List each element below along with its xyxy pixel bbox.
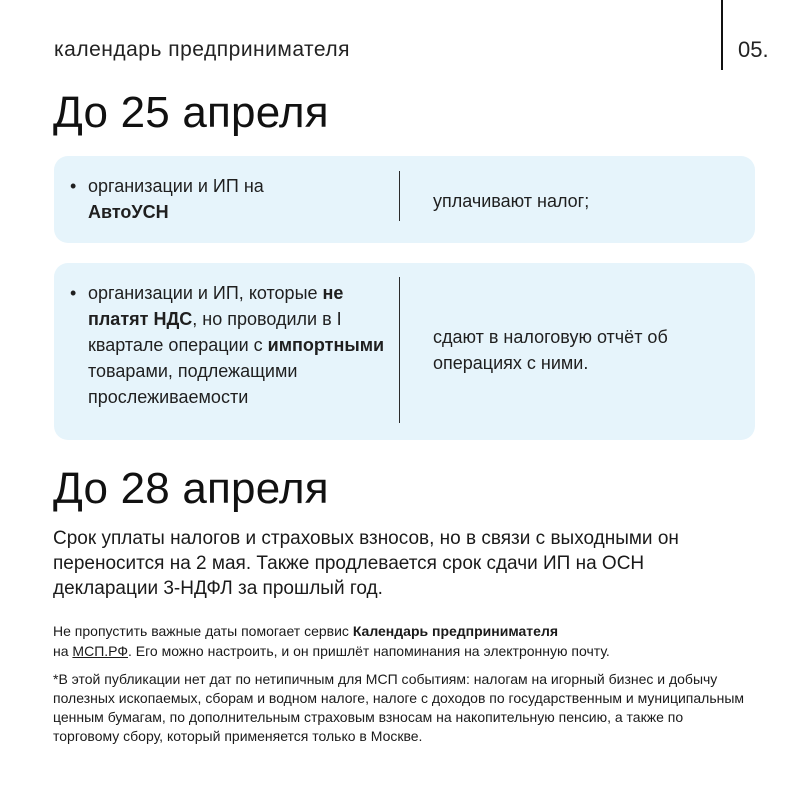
section1-heading: До 25 апреля: [53, 88, 329, 137]
footnote: *В этой публикации нет дат по нетипичным для МСП событиям: налогам на игорный бизнес и добычу полезных ископаемых, сборам и водном налоге, налоге с доходов по государственным и муниципальным ценным бумагам, по дополнительным страховым взносам на накопительную пенсию, а также по торговому сбору, который применяется только в Москве.: [53, 671, 745, 744]
card1-action: уплачивают налог;: [433, 191, 590, 211]
card1-divider: [399, 171, 400, 221]
service-note: Не пропустить важные даты помогает сервис Календарь предпринимателя на МСП.РФ. Его можно настроить, и он пришлёт напоминания на электронную почту.: [53, 623, 610, 659]
bullet-icon: •: [70, 283, 77, 303]
bullet-icon: •: [70, 176, 77, 196]
header-title: календарь предпринимателя: [54, 38, 351, 61]
card1-who: • организации и ИП на АвтоУСН: [88, 173, 388, 225]
card2-action: сдают в налоговую отчёт об операциях с ними.: [433, 327, 668, 373]
deadline-card-1: [54, 156, 755, 243]
header-divider: [721, 0, 723, 70]
section2-text: Срок уплаты налогов и страховых взносов, но в связи с выходными он переносится на 2 мая. Также продлевается срок сдачи ИП на ОСН декларации 3-НДФЛ за прошлый год.: [53, 528, 679, 599]
deadline-card-2: [54, 263, 755, 440]
page-number: 05.: [738, 37, 769, 62]
card2-divider: [399, 277, 400, 423]
service-name: Календарь предпринимателя: [352, 623, 559, 639]
section2-heading: До 28 апреля: [53, 464, 329, 513]
card1-who-bold: АвтоУСН: [88, 202, 169, 222]
card2-who: • организации и ИП, которые не платят НДС, но проводили в I квартале операции с импортными товарами, подлежащими прослеживаемости: [88, 280, 388, 410]
msp-link[interactable]: МСП.РФ: [72, 643, 128, 659]
